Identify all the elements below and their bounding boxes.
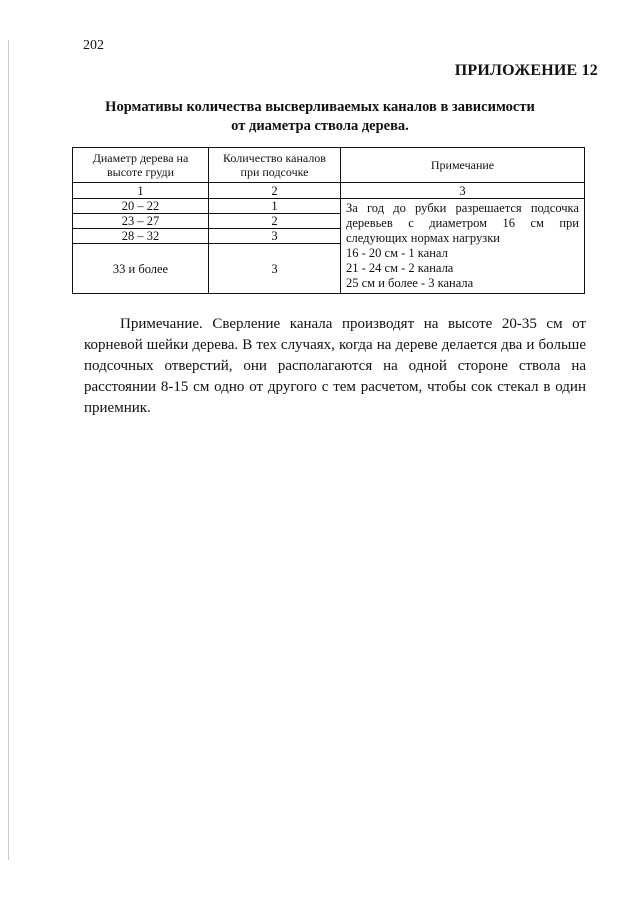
diameter-cell: 23 – 27 (73, 214, 209, 229)
channels-cell: 1 (209, 199, 341, 214)
table-row (73, 199, 585, 214)
title-line-1: Нормативы количества высверливаемых каналов в зависимости (105, 99, 535, 115)
column-number-3: 3 (341, 183, 585, 199)
remark-paragraph: Примечание. Сверление канала производят на высоте 20-35 см от корневой шейки дерева. В тех случаях, когда на дереве делается два и больше подсочных отверстий, они располагаются на одной стороне ствола на расстоянии 8-15 см одно от другого с тем расчетом, чтобы сок стекал в один приемник. (84, 316, 586, 416)
title-line-2: от диаметра ствола дерева. (231, 118, 409, 134)
note-text: За год до рубки разрешается подсочка деревьев с диаметром 16 см при следующих нормах нагрузки (346, 201, 579, 245)
note-line-2: 21 - 24 см - 2 канала (346, 261, 454, 275)
scan-edge-line (8, 40, 9, 860)
table-header-row (73, 148, 585, 183)
page-number: 202 (83, 38, 104, 53)
diameter-cell: 28 – 32 (73, 229, 209, 244)
table-column-numbers-row (73, 183, 585, 199)
channels-cell: 3 (209, 244, 341, 294)
diameter-cell: 20 – 22 (73, 199, 209, 214)
channels-cell: 2 (209, 214, 341, 229)
appendix-heading: ПРИЛОЖЕНИЕ 12 (454, 62, 598, 79)
header-channels: Количество каналов при подсочке (209, 148, 341, 183)
norms-table (72, 147, 585, 294)
note-line-3: 25 см и более - 3 канала (346, 276, 474, 290)
channels-cell: 3 (209, 229, 341, 244)
note-cell (341, 199, 585, 294)
column-number-2: 2 (209, 183, 341, 199)
document-title (70, 98, 570, 136)
header-diameter: Диаметр дерева на высоте груди (73, 148, 209, 183)
column-number-1: 1 (73, 183, 209, 199)
note-line-1: 16 - 20 см - 1 канал (346, 246, 448, 260)
header-note: Примечание (341, 148, 585, 183)
diameter-cell: 33 и более (73, 244, 209, 294)
